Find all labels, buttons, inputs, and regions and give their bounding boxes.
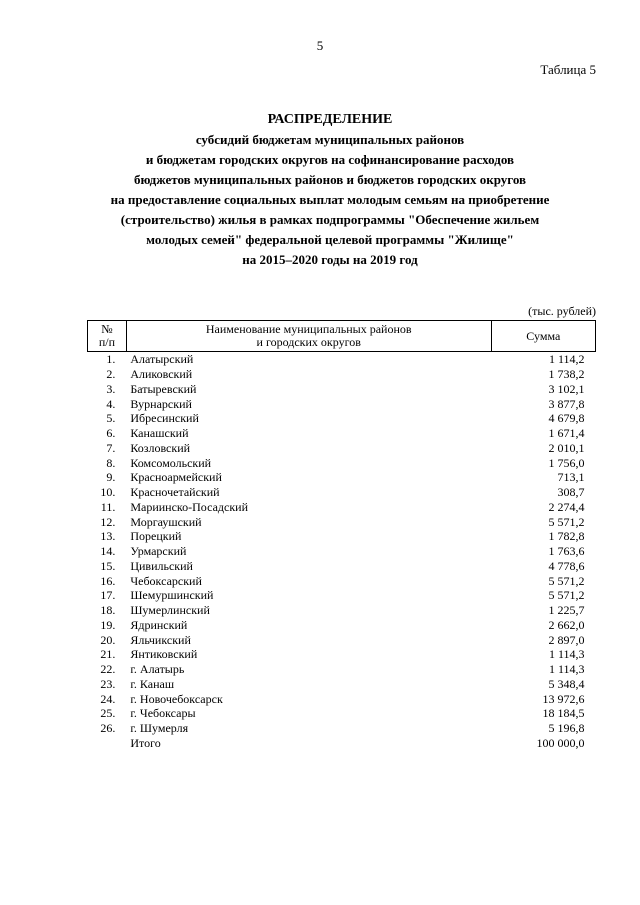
table-row xyxy=(88,352,596,367)
table-row xyxy=(88,426,596,441)
row-sum: 5 196,8 xyxy=(548,721,585,736)
header-number-line1: № xyxy=(101,322,113,336)
row-sum: 5 571,2 xyxy=(548,514,585,529)
table-row xyxy=(88,559,596,574)
table-row xyxy=(88,382,596,397)
total-sum: 100 000,0 xyxy=(536,735,585,750)
table-row xyxy=(88,573,596,588)
table-row xyxy=(88,455,596,470)
table-row xyxy=(88,514,596,529)
row-number: 4. xyxy=(106,396,116,411)
units-label: (тыс. рублей) xyxy=(528,304,596,318)
row-name: Вурнарский xyxy=(130,396,192,411)
row-number: 1. xyxy=(106,352,116,367)
row-number: 11. xyxy=(100,499,116,514)
header-name-line2: и городских округов xyxy=(256,335,361,349)
total-row xyxy=(88,736,596,751)
row-sum: 3 877,8 xyxy=(548,396,585,411)
row-name: Чебоксарский xyxy=(130,573,202,588)
row-number: 21. xyxy=(100,647,116,662)
header-name-line1: Наименование муниципальных районов xyxy=(205,322,412,336)
header-sum: Сумма xyxy=(491,321,595,352)
table-row xyxy=(88,529,596,544)
row-sum: 1 671,4 xyxy=(548,426,585,441)
row-sum: 1 114,3 xyxy=(548,662,585,677)
title-line: и бюджетам городских округов на софинансирование расходов xyxy=(145,152,515,167)
title-line: бюджетов муниципальных районов и бюджетов городских округов xyxy=(133,172,527,187)
table-row xyxy=(88,662,596,677)
row-sum: 1 763,6 xyxy=(548,544,585,559)
table-row xyxy=(88,500,596,515)
row-number: 14. xyxy=(100,544,116,559)
table-header-row xyxy=(88,321,596,352)
row-name: Янтиковский xyxy=(130,647,198,662)
title-line: (строительство) жилья в рамках подпрограммы "Обеспечение жильем xyxy=(120,212,540,227)
row-name: Цивильский xyxy=(130,558,193,573)
table-row xyxy=(88,706,596,721)
row-name: г. Шумерля xyxy=(130,721,189,736)
row-name: Алатырский xyxy=(130,352,194,367)
title-main: РАСПРЕДЕЛЕНИЕ xyxy=(267,112,393,127)
row-number: 22. xyxy=(100,662,116,677)
row-sum: 18 184,5 xyxy=(542,706,585,721)
row-number: 12. xyxy=(100,514,116,529)
row-number: 8. xyxy=(106,455,116,470)
row-sum: 1 114,2 xyxy=(548,352,585,367)
row-sum: 1 782,8 xyxy=(548,529,585,544)
table-row xyxy=(88,544,596,559)
header-name xyxy=(126,321,491,352)
row-name: Моргаушский xyxy=(130,514,202,529)
row-number: 5. xyxy=(106,411,116,426)
row-name: Комсомольский xyxy=(130,455,212,470)
table-row xyxy=(88,632,596,647)
table-row xyxy=(88,647,596,662)
row-number: 23. xyxy=(100,676,116,691)
row-sum: 13 972,6 xyxy=(542,691,585,706)
table-row xyxy=(88,367,596,382)
document-title xyxy=(60,110,600,270)
row-number: 13. xyxy=(100,529,116,544)
distribution-table xyxy=(87,320,596,750)
row-number: 9. xyxy=(106,470,116,485)
row-name: Аликовский xyxy=(130,367,193,382)
title-line: на 2015–2020 годы на 2019 год xyxy=(242,252,418,267)
title-line: субсидий бюджетам муниципальных районов xyxy=(195,132,465,147)
table-row xyxy=(88,441,596,456)
row-sum: 713,1 xyxy=(557,470,585,485)
row-sum: 5 571,2 xyxy=(548,573,585,588)
row-name: Канашский xyxy=(130,426,189,441)
row-name: Шемуршинский xyxy=(130,588,214,603)
row-sum: 4 778,6 xyxy=(548,558,585,573)
row-sum: 2 010,1 xyxy=(548,440,585,455)
row-sum: 2 274,4 xyxy=(548,499,585,514)
row-sum: 1 756,0 xyxy=(548,455,585,470)
row-number: 19. xyxy=(100,617,116,632)
row-name: Порецкий xyxy=(130,529,182,544)
row-sum: 1 114,3 xyxy=(548,647,585,662)
row-sum: 5 348,4 xyxy=(548,676,585,691)
row-number: 17. xyxy=(100,588,116,603)
row-sum: 1 738,2 xyxy=(548,367,585,382)
row-name: г. Алатырь xyxy=(130,662,185,677)
row-name: Красночетайский xyxy=(130,485,220,500)
row-name: Шумерлинский xyxy=(130,603,210,618)
header-number xyxy=(88,321,127,352)
row-number: 2. xyxy=(106,367,116,382)
total-label: Итого xyxy=(130,735,161,750)
row-sum: 2 897,0 xyxy=(548,632,585,647)
row-number: 26. xyxy=(100,721,116,736)
row-number: 6. xyxy=(106,426,116,441)
row-name: Батыревский xyxy=(130,381,197,396)
table-row xyxy=(88,721,596,736)
title-line: молодых семей" федеральной целевой программы "Жилище" xyxy=(146,232,514,247)
row-name: Мариинско-Посадский xyxy=(130,499,249,514)
row-number: 15. xyxy=(100,558,116,573)
table-body xyxy=(88,352,596,751)
table-row xyxy=(88,485,596,500)
table-row xyxy=(88,396,596,411)
table-row xyxy=(88,603,596,618)
table-row xyxy=(88,618,596,633)
row-sum: 2 662,0 xyxy=(548,617,585,632)
row-name: г. Канаш xyxy=(130,676,175,691)
row-sum: 5 571,2 xyxy=(548,588,585,603)
table-row xyxy=(88,411,596,426)
row-name: г. Чебоксары xyxy=(130,706,196,721)
row-name: Яльчикский xyxy=(130,632,191,647)
row-number: 3. xyxy=(106,381,116,396)
page-number: 5 xyxy=(316,38,324,53)
row-number: 10. xyxy=(100,485,116,500)
row-name: г. Новочебоксарск xyxy=(130,691,223,706)
row-sum: 3 102,1 xyxy=(548,381,585,396)
total-number-cell xyxy=(88,736,127,751)
row-number: 16. xyxy=(100,573,116,588)
row-number: 24. xyxy=(100,691,116,706)
table-row xyxy=(88,691,596,706)
row-name: Ядринский xyxy=(130,617,188,632)
table-row xyxy=(88,470,596,485)
row-name: Ибресинский xyxy=(130,411,199,426)
row-sum: 4 679,8 xyxy=(548,411,585,426)
row-name: Козловский xyxy=(130,440,191,455)
row-number: 20. xyxy=(100,632,116,647)
title-line: на предоставление социальных выплат молодым семьям на приобретение xyxy=(110,192,550,207)
header-number-line2: п/п xyxy=(98,335,115,349)
row-number: 7. xyxy=(106,440,116,455)
row-number: 25. xyxy=(100,706,116,721)
table-row xyxy=(88,588,596,603)
row-number: 18. xyxy=(100,603,116,618)
table-label: Таблица 5 xyxy=(540,62,596,77)
row-sum: 1 225,7 xyxy=(548,603,585,618)
row-name: Красноармейский xyxy=(130,470,222,485)
row-name: Урмарский xyxy=(130,544,187,559)
row-sum: 308,7 xyxy=(557,485,585,500)
table-row xyxy=(88,677,596,692)
